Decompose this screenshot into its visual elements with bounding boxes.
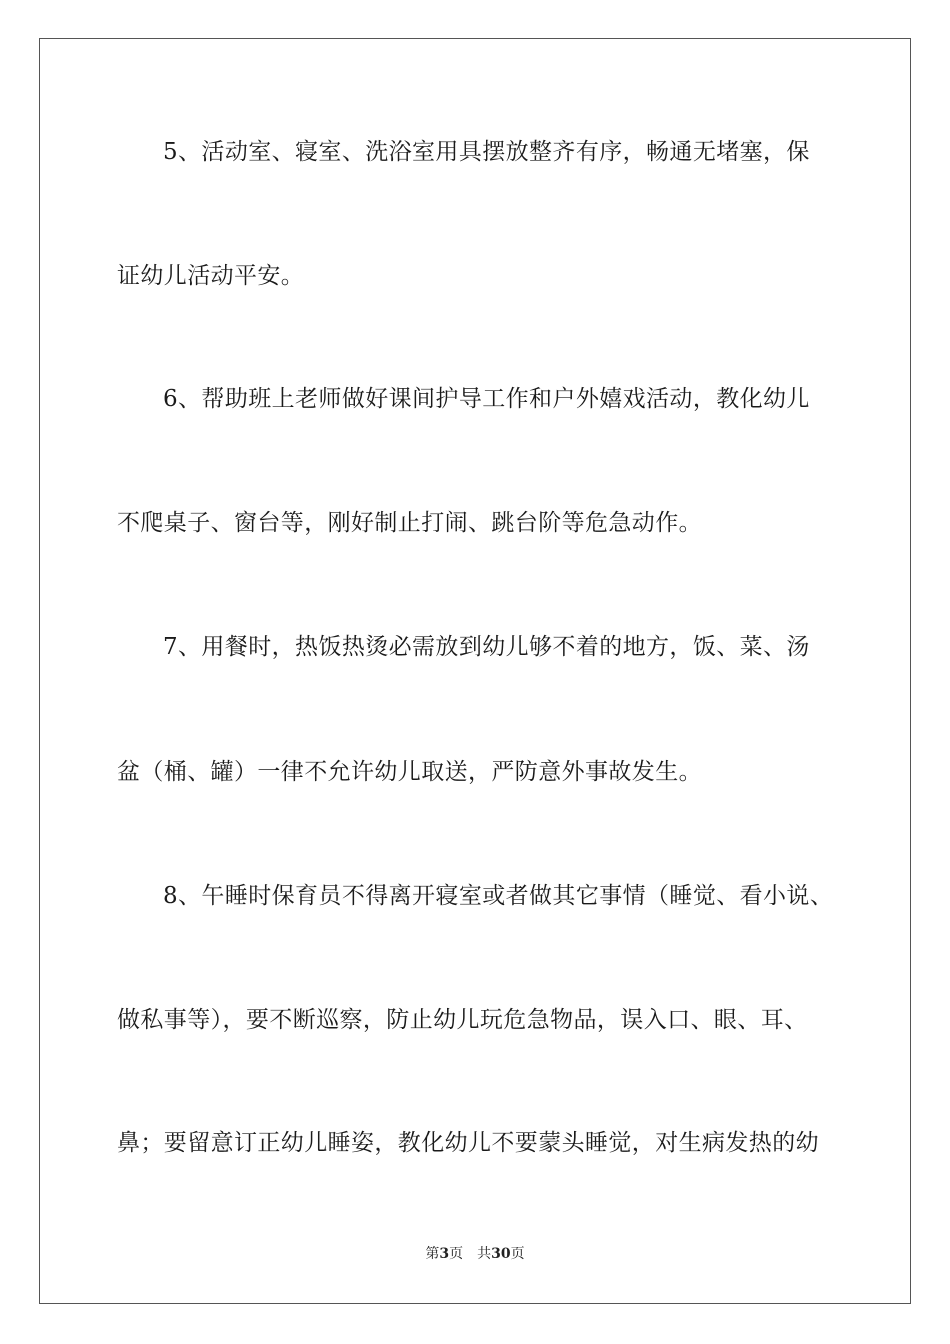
paragraph-6-line-1: 6、帮助班上老师做好课间护导工作和户外嬉戏活动，教化幼儿 [163,386,810,412]
paragraph-8-line-2: 做私事等），要不断巡察，防止幼儿玩危急物品，误入口、眼、耳、 [117,1007,808,1033]
page-number: 3 [439,1246,450,1262]
page-label-prefix: 第 [425,1246,440,1262]
total-label-suffix: 页 [510,1246,525,1262]
paragraph-7-line-1: 7、用餐时，热饭热烫必需放到幼儿够不着的地方，饭、菜、汤 [163,634,810,660]
paragraph-7-line-2: 盆（桶、罐）一律不允许幼儿取送，严防意外事故发生。 [117,759,702,785]
paragraph-5-line-2: 证幼儿活动平安。 [117,263,305,289]
page-border [39,38,911,1304]
paragraph-6-line-2: 不爬桌子、窗台等，刚好制止打闹、跳台阶等危急动作。 [117,510,702,536]
paragraph-8-line-1: 8、午睡时保育员不得离开寝室或者做其它事情（睡觉、看小说、 [163,883,834,909]
page-footer [0,1244,950,1264]
paragraph-5-line-1: 5、活动室、寝室、洗浴室用具摆放整齐有序，畅通无堵塞，保 [163,139,810,165]
page-label-suffix: 页 [449,1246,464,1262]
paragraph-8-line-3: 鼻；要留意订正幼儿睡姿，教化幼儿不要蒙头睡觉，对生病发热的幼 [117,1130,819,1156]
total-label-prefix: 共 [477,1246,492,1262]
total-pages: 30 [491,1246,511,1262]
